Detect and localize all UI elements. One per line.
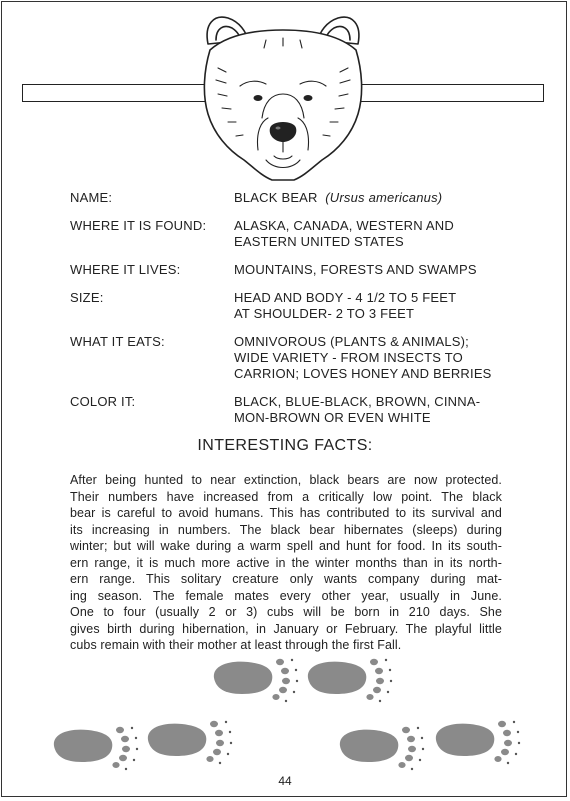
eats-row	[70, 334, 510, 382]
page-number: 44	[278, 774, 292, 788]
found-line: EASTERN UNITED STATES	[234, 234, 404, 249]
name-row	[70, 190, 510, 206]
color-row	[70, 394, 510, 426]
lives-row	[70, 262, 510, 278]
paw-print-icon	[142, 718, 236, 768]
paragraph-line: ern range, it is much more active in the winter months than in its north-	[70, 555, 502, 570]
eats-line: OMNIVOROUS (PLANTS & ANIMALS);	[234, 334, 469, 349]
paw-print-icon	[430, 718, 524, 768]
lives-line: MOUNTAINS, FORESTS AND SWAMPS	[234, 262, 477, 277]
paragraph-line: gives birth during hibernation, in January or February. The playful little	[70, 621, 502, 636]
eats-value	[234, 334, 510, 382]
paragraph-line: ern range. This solitary creature only wants company during mat-	[70, 572, 502, 586]
paragraph-line: cubs remain with their mother at least through the first Fall.	[70, 638, 402, 652]
name-value	[234, 190, 510, 206]
size-line: HEAD AND BODY - 4 1/2 TO 5 FEET	[234, 290, 457, 305]
found-value	[234, 218, 510, 250]
color-value	[234, 394, 510, 426]
bear-head-icon	[188, 10, 378, 190]
paw-print-icon	[208, 656, 302, 706]
size-value	[234, 290, 510, 322]
size-label: SIZE:	[70, 290, 104, 305]
found-row	[70, 218, 510, 250]
eats-line: WIDE VARIETY - FROM INSECTS TO	[234, 350, 463, 365]
paw-print-icon	[48, 724, 142, 774]
worksheet-page	[1, 1, 567, 797]
interesting-facts-paragraph	[70, 472, 502, 654]
common-name: BLACK BEAR	[234, 190, 318, 205]
paragraph-line: One to four (usually 2 or 3) cubs will be born in 210 days. She	[70, 605, 502, 619]
paragraph-line: After being hunted to near extinction, black bears are now protected.	[70, 473, 502, 487]
eats-line: CARRION; LOVES HONEY AND BERRIES	[234, 366, 492, 381]
name-label: NAME:	[70, 190, 113, 205]
color-line: MON-BROWN OR EVEN WHITE	[234, 410, 431, 425]
eats-label: WHAT IT EATS:	[70, 334, 165, 349]
scientific-name: (Ursus americanus)	[325, 190, 443, 205]
facts-table	[70, 190, 510, 438]
paragraph-line: ing season. The female mates every other year, usually in June.	[70, 588, 502, 603]
color-label: COLOR IT:	[70, 394, 136, 409]
paw-print-icon	[302, 656, 396, 706]
paragraph-line: Their numbers have increased from a critically low point. The black	[70, 489, 502, 504]
paragraph-line: winter; but will wake during a warm spell and hunt for food. In its south-	[70, 539, 502, 553]
found-line: ALASKA, CANADA, WESTERN AND	[234, 218, 454, 233]
lives-value	[234, 262, 510, 278]
paw-print-icon	[334, 724, 428, 774]
paragraph-line: bear is careful to avoid humans. This has contributed to its survival and	[70, 506, 502, 520]
size-line: AT SHOULDER- 2 TO 3 FEET	[234, 306, 415, 321]
size-row	[70, 290, 510, 322]
lives-label: WHERE IT LIVES:	[70, 262, 181, 277]
color-line: BLACK, BLUE-BLACK, BROWN, CINNA-	[234, 394, 481, 409]
paragraph-line: its increasing in numbers. The black bear hibernates (sleeps) during	[70, 522, 502, 537]
interesting-facts-heading: INTERESTING FACTS:	[197, 437, 373, 454]
found-label: WHERE IT IS FOUND:	[70, 218, 207, 233]
